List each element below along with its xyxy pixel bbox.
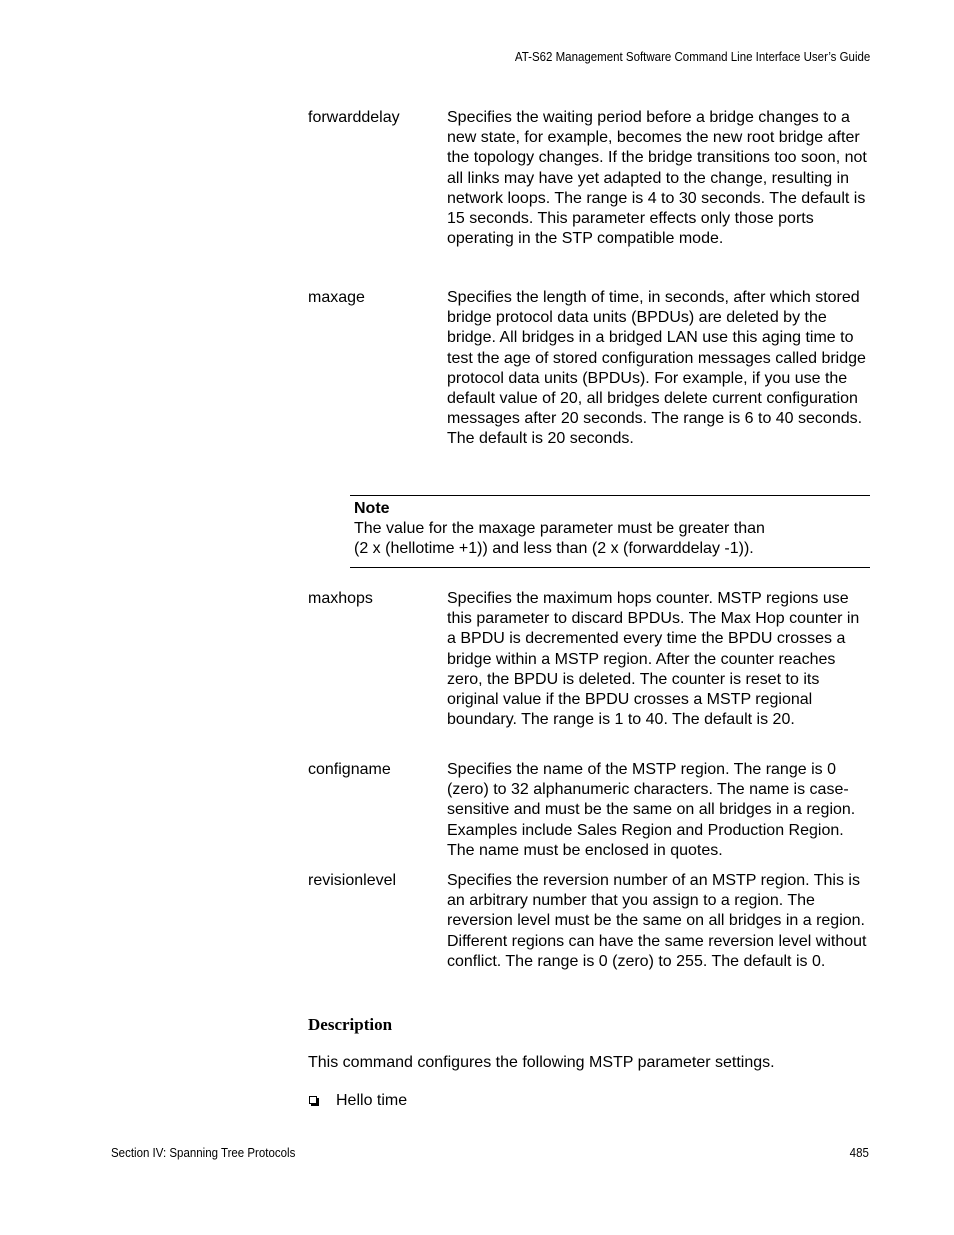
param-name: configname <box>308 761 391 778</box>
note-line: (2 x (hellotime +1)) and less than (2 x (forwarddelay -1)). <box>354 540 754 558</box>
bullet-text: Hello time <box>336 1092 408 1109</box>
param-name: maxage <box>308 289 365 306</box>
running-header: AT-S62 Management Software Command Line Interface User’s Guide <box>514 50 870 64</box>
param-description: Specifies the length of time, in seconds, after which stored bridge protocol data units (BPDUs) are deleted by the bridge. All bridges in a bridged LAN use this aging time to test the age of stored configuration messages called bridge protocol data units (BPDUs). For example, if you use the default value of 20, all bridges delete current configuration messages after 20 seconds. The range is 6 to 40 seconds. The default is 20 seconds. <box>447 289 866 448</box>
note-body <box>354 519 854 559</box>
param-description: Specifies the reversion number of an MSTP region. This is an arbitrary number that you assign to a region. The reversion level must be the same on all bridges in a region. Different regions can have the same reversion level without conflict. The range is 0 (zero) to 255. The default is 0. <box>447 872 867 970</box>
note-box <box>350 495 870 568</box>
param-name: forwarddelay <box>308 109 400 126</box>
square-bullet-icon <box>309 1096 317 1104</box>
note-line: The value for the maxage parameter must be greater than <box>354 520 765 537</box>
param-name: maxhops <box>308 590 373 607</box>
section-heading-description: Description <box>308 1015 393 1034</box>
note-title: Note <box>354 500 390 517</box>
param-description: Specifies the name of the MSTP region. The range is 0 (zero) to 32 alphanumeric characters. The name is case-sensitive and must be the same on all bridges in a region. Examples include Sales Region and Production Region. The name must be enclosed in quotes. <box>447 761 856 859</box>
description-paragraph: This command configures the following MSTP parameter settings. <box>308 1054 775 1071</box>
param-description: Specifies the waiting period before a bridge changes to a new state, for example, becomes the new root bridge after the topology changes. If the bridge transitions too soon, not all links may have yet adapted to the change, resulting in network loops. The range is 4 to 30 seconds. The default is 15 seconds. This parameter effects only those ports operating in the STP compatible mode. <box>447 109 867 248</box>
footer-page-number: 485 <box>849 1146 869 1160</box>
footer-section: Section IV: Spanning Tree Protocols <box>111 1146 296 1160</box>
param-description: Specifies the maximum hops counter. MSTP regions use this parameter to discard BPDUs. The Max Hop counter in a BPDU is decremented every time the BPDU crosses a bridge within a MSTP region. After the counter reaches zero, the BPDU is deleted. The counter is reset to its original value if the BPDU crosses a MSTP regional boundary. The range is 1 to 40. The default is 20. <box>447 590 860 729</box>
param-name: revisionlevel <box>308 872 397 889</box>
